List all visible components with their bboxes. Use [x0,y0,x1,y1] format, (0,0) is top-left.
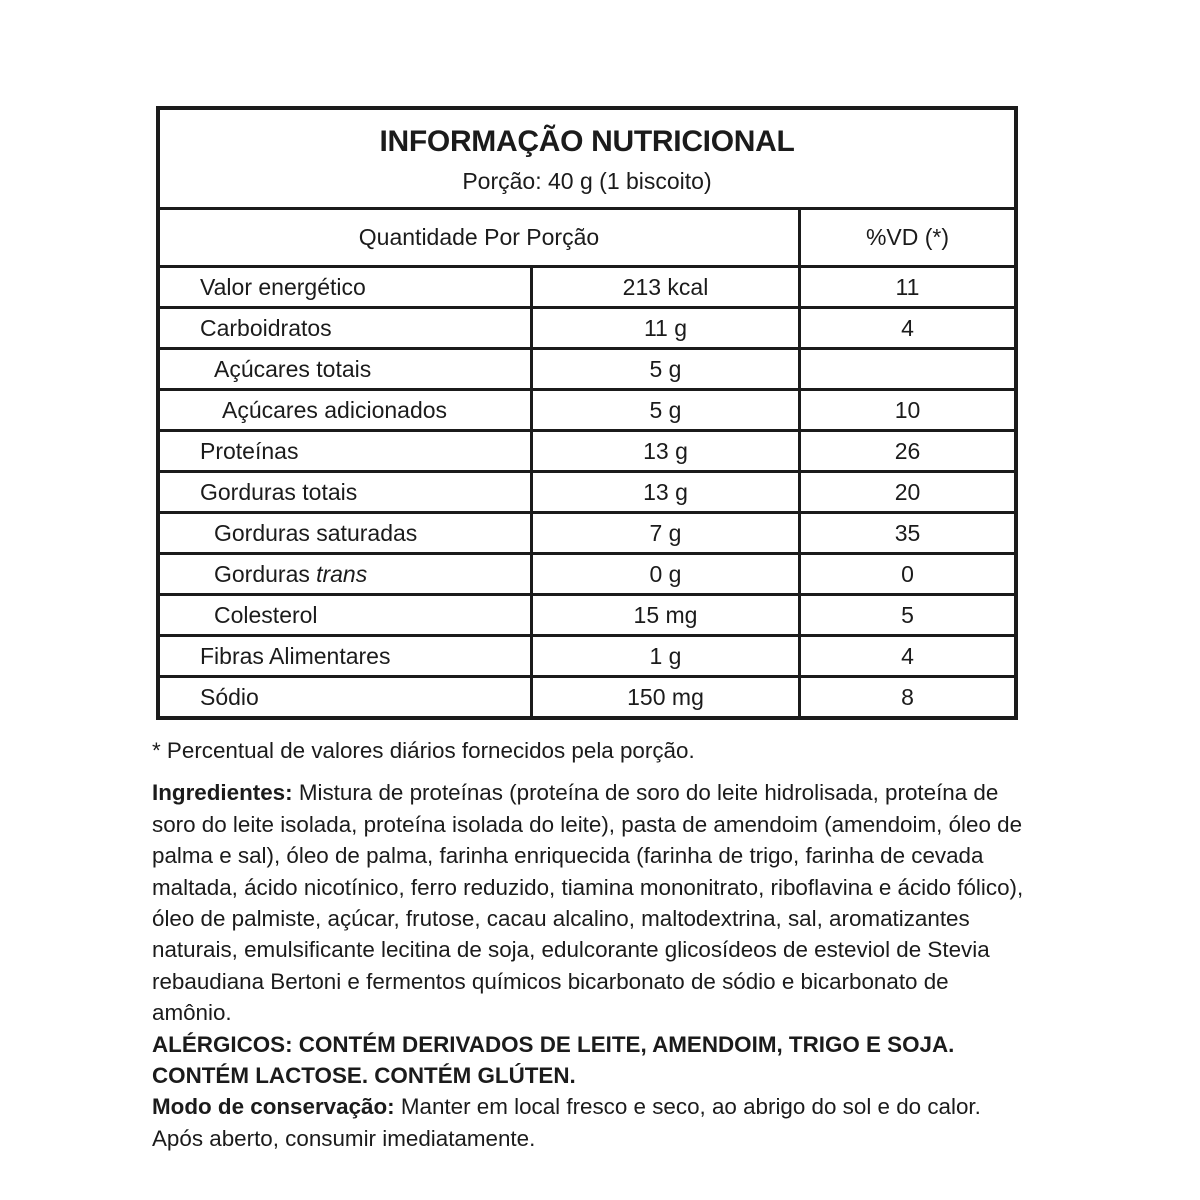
nutrient-name: Açúcares totais [214,355,372,382]
ingredients-label: Ingredientes: [152,780,293,806]
nutrient-dv: 4 [798,309,1014,347]
nutrient-dv [798,350,1014,388]
nutrient-amount: 13 g [530,432,798,470]
nutrient-amount: 13 g [530,473,798,511]
nutrient-amount: 213 kcal [530,268,798,306]
nutrient-amount: 11 g [530,309,798,347]
serving-size: Porção: 40 g (1 biscoito) [462,168,712,194]
nutrient-amount: 15 mg [530,596,798,634]
table-row [160,552,1014,593]
column-header-dv: %VD (*) [798,210,1014,265]
table-row [160,470,1014,511]
nutrient-name: Sódio [200,683,259,710]
storage-paragraph [152,1091,1032,1154]
allergens-statement: ALÉRGICOS: CONTÉM DERIVADOS DE LEITE, AMENDOIM, TRIGO E SOJA. CONTÉM LACTOSE. CONTÉM GLÚTEN. [152,1031,955,1089]
nutrient-name-italic: trans [316,560,368,587]
nutrient-dv: 10 [798,391,1014,429]
storage-text: Manter em local fresco e seco, ao abrigo do sol e do calor. Após aberto, consumir imediatamente. [152,1094,981,1151]
table-title: INFORMAÇÃO NUTRICIONAL [379,125,795,158]
nutrient-name: Fibras Alimentares [200,642,391,669]
nutrient-dv: 20 [798,473,1014,511]
nutrient-name: Carboidratos [200,314,332,341]
nutrient-name: Valor energético [200,273,366,300]
nutrient-amount: 7 g [530,514,798,552]
table-title-block [160,110,1014,207]
table-row [160,593,1014,634]
table-row [160,634,1014,675]
nutrient-amount: 1 g [530,637,798,675]
nutrient-amount: 5 g [530,391,798,429]
nutrient-amount: 0 g [530,555,798,593]
nutrient-dv: 35 [798,514,1014,552]
table-row [160,429,1014,470]
nutrient-dv: 5 [798,596,1014,634]
nutrient-name: Gorduras saturadas [214,519,418,546]
storage-label: Modo de conservação: [152,1094,395,1120]
table-row [160,347,1014,388]
table-row [160,511,1014,552]
table-row [160,388,1014,429]
nutrient-name: Proteínas [200,437,299,464]
nutrient-dv: 0 [798,555,1014,593]
nutrient-name: Colesterol [214,601,318,628]
nutrient-dv: 4 [798,637,1014,675]
table-row [160,265,1014,306]
nutrient-amount: 5 g [530,350,798,388]
nutrient-dv: 26 [798,432,1014,470]
table-row [160,675,1014,716]
daily-value-footnote: * Percentual de valores diários fornecidos pela porção. [152,738,695,763]
nutrient-name: Gorduras totais [200,478,358,505]
column-header-quantity: Quantidade Por Porção [358,224,600,250]
nutrition-facts-table [156,106,1018,720]
nutrient-amount: 150 mg [530,678,798,716]
nutrient-dv: 8 [798,678,1014,716]
ingredients-paragraph [152,777,1032,1028]
ingredients-text: Mistura de proteínas (proteína de soro do leite hidrolisada, proteína de soro do leite isolada, proteína isolada do leite), pasta de amendoim (amendoim, óleo de palma e sal), óleo de palma, farinha enriquecida (farinha de trigo, farinha de cevada maltada, ácido nicotínico, ferro reduzido, tiamina mononitrato, riboflavina e ácido fólico), óleo de palmiste, açúcar, frutose, cacau alcalino, maltodextrina, sal, aromatizantes naturais, emulsificante lecitina de soja, edulcorante glicosídeos de esteviol de Stevia rebaudiana Bertoni e fermentos químicos bicarbonato de sódio e bicarbonato de amônio. [152,780,1024,1026]
nutrient-name: Açúcares adicionados [222,396,448,423]
nutrient-dv: 11 [798,268,1014,306]
nutrient-name [160,555,530,593]
label-details [152,735,1032,1154]
nutrient-name-text: Gorduras [214,560,310,587]
table-row [160,306,1014,347]
table-header-row [160,207,1014,265]
